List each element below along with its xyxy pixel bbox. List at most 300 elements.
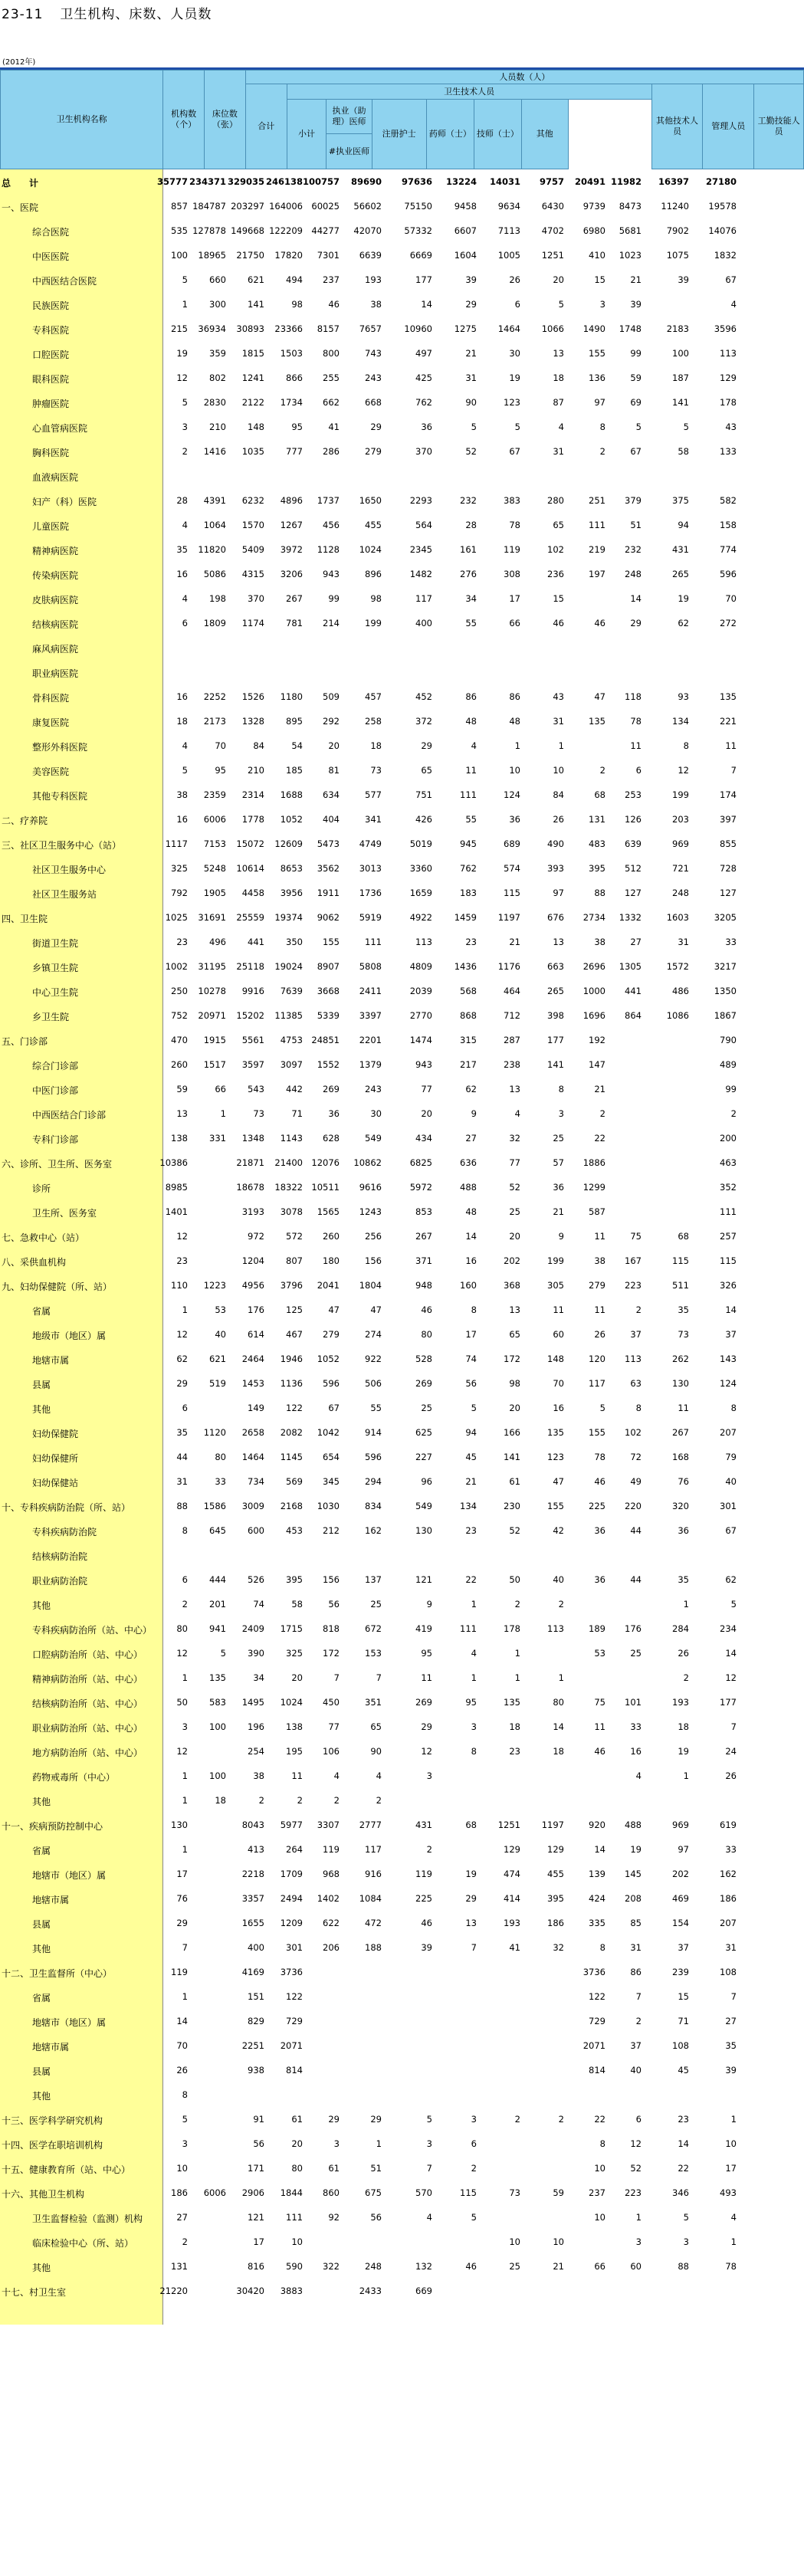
row-value: 56602: [353, 201, 382, 212]
row-value: 156: [323, 1574, 340, 1585]
row-value: 286: [323, 446, 340, 457]
row-value: 44277: [311, 225, 340, 236]
table-row: [0, 1813, 804, 1837]
row-value: 3357: [241, 1893, 264, 1904]
row-label: 口腔病防治所（站、中心）: [32, 1649, 143, 1660]
row-value: 943: [323, 569, 340, 579]
row-value: 16: [553, 1403, 564, 1413]
row-value: 12609: [274, 838, 303, 849]
row-value: 5919: [359, 912, 382, 923]
table-row: [0, 954, 804, 979]
row-value: 7: [730, 1721, 737, 1732]
row-value: 4: [426, 2212, 432, 2223]
row-value: 3596: [714, 323, 737, 334]
row-value: 11: [594, 1721, 605, 1732]
row-value: 31: [678, 937, 689, 947]
row-value: 76: [678, 1476, 689, 1487]
row-value: 3206: [280, 569, 303, 579]
row-value: 1305: [619, 961, 642, 972]
row-label: 妇幼保健所: [32, 1453, 79, 1464]
row-value: 6232: [241, 495, 264, 506]
header-management: 管理人员: [703, 84, 754, 169]
row-value: 5: [471, 2212, 477, 2223]
row-value: 265: [547, 986, 564, 996]
row-value: 72: [630, 1452, 642, 1462]
row-value: 260: [323, 1231, 340, 1242]
row-value: 30: [370, 1108, 382, 1119]
row-value: 38: [176, 789, 188, 800]
row-value: 1867: [714, 1010, 737, 1021]
table-row: [0, 464, 804, 488]
row-value: 395: [589, 863, 605, 874]
row-value: 29: [176, 1378, 188, 1389]
row-value: 76: [176, 1893, 188, 1904]
row-value: 52: [630, 2163, 642, 2174]
row-label: 精神病医院: [32, 546, 79, 556]
row-value: 519: [209, 1378, 226, 1389]
row-value: 248: [625, 569, 642, 579]
row-value: 2314: [241, 789, 264, 800]
row-value: 178: [504, 1623, 520, 1634]
row-value: 250: [171, 986, 188, 996]
row-value: 689: [504, 838, 520, 849]
row-value: 969: [672, 838, 689, 849]
row-value: 164006: [269, 201, 303, 212]
row-value: 265: [672, 569, 689, 579]
row-value: 1035: [241, 446, 264, 457]
row-value: 675: [365, 2187, 382, 2198]
row-value: 185: [286, 765, 303, 776]
row-value: 67: [328, 1403, 340, 1413]
row-value: 7: [182, 1942, 188, 1953]
row-value: 156: [365, 1255, 382, 1266]
row-value: 1: [471, 1672, 477, 1683]
row-value: 23: [176, 1255, 188, 1266]
row-value: 969: [672, 1820, 689, 1830]
header-technician: 技师（士）: [474, 100, 521, 169]
row-value: 1459: [454, 912, 477, 923]
row-value: 1052: [317, 1354, 340, 1364]
row-value: 100: [171, 250, 188, 261]
row-value: 176: [625, 1623, 642, 1634]
row-value: 4956: [241, 1280, 264, 1291]
row-value: 5409: [241, 544, 264, 555]
row-value: 3397: [359, 1010, 382, 1021]
row-value: 654: [323, 1452, 340, 1462]
row-value: 214: [323, 618, 340, 628]
row-value: 734: [248, 1476, 264, 1487]
row-label: 妇幼保健院: [32, 1429, 79, 1439]
row-value: 130: [672, 1378, 689, 1389]
row-value: 248: [672, 888, 689, 898]
row-value: 243: [365, 1084, 382, 1094]
row-value: 322: [323, 2261, 340, 2272]
row-value: 636: [460, 1157, 477, 1168]
row-value: 19: [176, 348, 188, 359]
row-value: 94: [678, 520, 689, 530]
row-value: 414: [504, 1893, 520, 1904]
row-value: 4702: [541, 225, 564, 236]
row-value: 130: [415, 1525, 432, 1536]
table-row: [0, 709, 804, 733]
row-label: 九、妇幼保健院（所、站）: [2, 1281, 113, 1292]
row-value: 13: [509, 1304, 520, 1315]
row-value: 5972: [409, 1182, 432, 1193]
row-value: 47: [594, 691, 605, 702]
row-value: 1: [182, 1672, 188, 1683]
row-value: 1030: [317, 1501, 340, 1511]
row-value: 10: [291, 2236, 303, 2247]
row-value: 426: [415, 814, 432, 825]
row-value: 29: [370, 2114, 382, 2125]
row-value: 1565: [317, 1206, 340, 1217]
row-value: 15: [553, 593, 564, 604]
row-value: 63: [630, 1378, 642, 1389]
row-value: 18: [553, 1746, 564, 1757]
row-label: 中心卫生院: [32, 987, 79, 998]
row-value: 1572: [666, 961, 689, 972]
row-value: 68: [465, 1820, 477, 1830]
row-value: 16: [465, 1255, 477, 1266]
row-value: 35: [176, 544, 188, 555]
row-value: 2: [730, 1108, 737, 1119]
row-value: 3: [182, 2138, 188, 2149]
row-value: 818: [323, 1623, 340, 1634]
row-value: 1024: [359, 544, 382, 555]
row-value: 855: [720, 838, 737, 849]
header-subtotal: 小计: [287, 100, 327, 169]
row-value: 512: [625, 863, 642, 874]
row-value: 141: [248, 299, 264, 310]
row-value: 1552: [317, 1059, 340, 1070]
row-value: 67: [509, 446, 520, 457]
row-value: 33: [630, 1721, 642, 1732]
row-value: 36: [509, 814, 520, 825]
row-value: 6607: [454, 225, 477, 236]
row-value: 8: [635, 1403, 642, 1413]
row-label: 卫生监督检验（监测）机构: [32, 2213, 143, 2224]
row-value: 5: [182, 397, 188, 408]
row-value: 230: [504, 1501, 520, 1511]
row-value: 21871: [236, 1157, 264, 1168]
row-value: 151: [248, 1991, 264, 2002]
row-value: 3: [182, 1721, 188, 1732]
row-value: 21: [553, 2261, 564, 2272]
row-value: 456: [323, 520, 340, 530]
row-value: 9634: [497, 201, 520, 212]
row-value: 20: [291, 1672, 303, 1683]
row-value: 33: [215, 1476, 226, 1487]
row-value: 3078: [280, 1206, 303, 1217]
row-value: 132: [415, 2261, 432, 2272]
row-value: 26: [678, 1648, 689, 1659]
table-row: [0, 684, 804, 709]
row-value: 455: [365, 520, 382, 530]
row-value: 55: [465, 618, 477, 628]
row-value: 3796: [280, 1280, 303, 1291]
row-value: 6669: [409, 250, 432, 261]
row-value: 78: [509, 520, 520, 530]
row-value: 1197: [541, 1820, 564, 1830]
row-value: 6: [182, 1403, 188, 1413]
row-value: 67: [725, 274, 737, 285]
row-value: 6006: [203, 814, 226, 825]
row-value: 15202: [236, 1010, 264, 1021]
row-label: 二、疗养院: [2, 815, 48, 826]
row-value: 251: [589, 495, 605, 506]
row-value: 171: [248, 2163, 264, 2174]
row-value: 56: [253, 2138, 264, 2149]
row-value: 1136: [280, 1378, 303, 1389]
row-value: 383: [504, 495, 520, 506]
row-value: 100: [672, 348, 689, 359]
row-value: 4: [514, 1108, 520, 1119]
row-value: 42: [553, 1525, 564, 1536]
row-label: 省属: [32, 1306, 51, 1317]
row-value: 11: [630, 740, 642, 751]
header-pharmacist: 药师（士）: [426, 100, 474, 169]
row-value: 59: [176, 1084, 188, 1094]
row-value: 220: [625, 1501, 642, 1511]
table-row: [0, 930, 804, 954]
row-value: 287: [504, 1035, 520, 1045]
row-label: 药物戒毒所（中心）: [32, 1772, 116, 1783]
row-value: 1: [635, 2212, 642, 2223]
row-value: 1: [558, 1672, 564, 1683]
row-value: 135: [547, 1427, 564, 1438]
row-value: 21: [594, 1084, 605, 1094]
row-value: 37: [725, 1329, 737, 1340]
row-value: 2183: [666, 323, 689, 334]
row-value: 7902: [666, 225, 689, 236]
row-value: 20: [553, 274, 564, 285]
row-value: 16: [176, 814, 188, 825]
row-value: 212: [323, 1525, 340, 1536]
row-value: 131: [589, 814, 605, 825]
row-value: 155: [589, 348, 605, 359]
row-value: 2: [514, 2114, 520, 2125]
row-label: 结核病医院: [32, 619, 79, 630]
row-value: 1243: [359, 1206, 382, 1217]
row-value: 39: [678, 274, 689, 285]
row-value: 40: [630, 2065, 642, 2076]
row-value: 18: [553, 372, 564, 383]
row-value: 2: [426, 1844, 432, 1855]
row-value: 1: [182, 1770, 188, 1781]
row-value: 20: [509, 1403, 520, 1413]
row-value: 1332: [619, 912, 642, 923]
row-value: 135: [504, 1697, 520, 1708]
row-value: 108: [720, 1967, 737, 1977]
row-value: 123: [504, 397, 520, 408]
row-value: 227: [415, 1452, 432, 1462]
row-value: 10614: [236, 863, 264, 874]
row-value: 62: [176, 1354, 188, 1364]
row-value: 195: [286, 1746, 303, 1757]
row-label: 五、门诊部: [2, 1036, 48, 1047]
row-value: 1: [558, 740, 564, 751]
row-label: 胸科医院: [32, 448, 70, 458]
row-value: 21: [509, 937, 520, 947]
row-value: 51: [630, 520, 642, 530]
row-value: 155: [547, 1501, 564, 1511]
row-value: 3736: [280, 1967, 303, 1977]
row-value: 111: [365, 937, 382, 947]
row-value: 2252: [203, 691, 226, 702]
row-value: 80: [291, 2163, 303, 2174]
row-value: 67: [630, 446, 642, 457]
row-value: 916: [365, 1869, 382, 1879]
row-value: 52: [509, 1182, 520, 1193]
row-value: 68: [594, 789, 605, 800]
table-row: [0, 1739, 804, 1764]
row-value: 117: [415, 593, 432, 604]
row-label: 专科疾病防治所（站、中心）: [32, 1625, 153, 1636]
row-value: 7639: [280, 986, 303, 996]
row-value: 46: [421, 1304, 432, 1315]
row-value: 3972: [280, 544, 303, 555]
row-value: 379: [625, 495, 642, 506]
row-value: 65: [509, 1329, 520, 1340]
row-value: 21400: [274, 1157, 303, 1168]
row-value: 95: [465, 1697, 477, 1708]
row-value: 2777: [359, 1820, 382, 1830]
row-value: 5: [471, 422, 477, 432]
row-value: 13: [465, 1918, 477, 1928]
row-value: 3956: [280, 888, 303, 898]
row-value: 1005: [497, 250, 520, 261]
row-value: 31: [553, 446, 564, 457]
row-value: 663: [547, 961, 564, 972]
row-value: 20: [421, 1108, 432, 1119]
row-value: 29: [421, 1721, 432, 1732]
row-label: 专科医院: [32, 325, 70, 336]
row-value: 752: [171, 1010, 188, 1021]
row-label: 整形外科医院: [32, 742, 88, 753]
row-value: 21220: [159, 2286, 188, 2296]
row-label: 十四、医学在职培训机构: [2, 2140, 103, 2151]
row-value: 31: [725, 1942, 737, 1953]
row-value: 26: [725, 1770, 737, 1781]
row-label: 结核病防治所（站、中心）: [32, 1698, 143, 1709]
row-value: 137: [365, 1574, 382, 1585]
row-value: 9: [558, 1231, 564, 1242]
row-label: 妇幼保健站: [32, 1478, 79, 1488]
row-value: 148: [547, 1354, 564, 1364]
row-value: 2: [182, 446, 188, 457]
row-value: 2: [683, 1672, 689, 1683]
row-value: 153: [365, 1648, 382, 1659]
row-value: 9: [471, 1108, 477, 1119]
row-label: 综合门诊部: [32, 1061, 79, 1071]
row-value: 5681: [619, 225, 642, 236]
row-value: 81: [328, 765, 340, 776]
row-value: 914: [365, 1427, 382, 1438]
row-value: 472: [365, 1918, 382, 1928]
row-value: 36: [594, 1574, 605, 1585]
row-value: 37: [630, 1329, 642, 1340]
row-label: 中西医结合门诊部: [32, 1110, 107, 1121]
table-row: [0, 1224, 804, 1249]
row-label: 眼科医院: [32, 374, 70, 385]
row-value: 457: [365, 691, 382, 702]
row-value: 17: [509, 593, 520, 604]
row-value: 5: [514, 422, 520, 432]
row-value: 219: [589, 544, 605, 555]
row-value: 158: [720, 520, 737, 530]
row-value: 7113: [497, 225, 520, 236]
row-value: 860: [323, 2187, 340, 2198]
table-row: [0, 856, 804, 881]
row-value: 1128: [317, 544, 340, 555]
row-value: 77: [421, 1084, 432, 1094]
row-value: 596: [720, 569, 737, 579]
row-value: 111: [286, 2212, 303, 2223]
row-value: 729: [286, 2016, 303, 2026]
row-value: 5339: [317, 1010, 340, 1021]
row-value: 119: [323, 1844, 340, 1855]
row-value: 442: [286, 1084, 303, 1094]
row-value: 269: [415, 1378, 432, 1389]
row-value: 6: [471, 2138, 477, 2149]
row-value: 84: [253, 740, 264, 751]
row-value: 207: [720, 1427, 737, 1438]
row-value: 108: [672, 2040, 689, 2051]
row-value: 18965: [198, 250, 226, 261]
row-value: 1503: [280, 348, 303, 359]
row-value: 3668: [317, 986, 340, 996]
row-value: 129: [720, 372, 737, 383]
row-value: 25: [370, 1599, 382, 1610]
table-row: [0, 635, 804, 660]
row-value: 5248: [203, 863, 226, 874]
row-value: 31: [176, 1476, 188, 1487]
row-value: 400: [415, 618, 432, 628]
row-value: 294: [365, 1476, 382, 1487]
row-value: 115: [672, 1255, 689, 1266]
row-value: 2770: [409, 1010, 432, 1021]
table-row: [0, 267, 804, 292]
row-value: 660: [209, 274, 226, 285]
row-value: 106: [323, 1746, 340, 1757]
row-value: 1145: [280, 1452, 303, 1462]
row-value: 948: [415, 1280, 432, 1291]
row-label: 七、急救中心（站）: [2, 1232, 85, 1243]
row-value: 122209: [269, 225, 303, 236]
row-value: 41: [328, 422, 340, 432]
row-value: 267: [415, 1231, 432, 1242]
row-value: 301: [286, 1942, 303, 1953]
row-value: 27180: [705, 176, 737, 187]
row-value: 74: [465, 1354, 477, 1364]
row-value: 31691: [198, 912, 226, 923]
row-value: 36934: [198, 323, 226, 334]
row-value: 8: [599, 2138, 605, 2149]
row-value: 141: [547, 1059, 564, 1070]
row-value: 257: [720, 1231, 737, 1242]
row-value: 564: [415, 520, 432, 530]
row-value: 125: [286, 1304, 303, 1315]
row-value: 490: [547, 838, 564, 849]
row-value: 21: [630, 274, 642, 285]
row-label: 省属: [32, 1846, 51, 1856]
row-value: 4: [182, 593, 188, 604]
row-value: 234: [720, 1623, 737, 1634]
row-value: 1748: [619, 323, 642, 334]
row-value: 18: [678, 1721, 689, 1732]
row-value: 36: [328, 1108, 340, 1119]
row-value: 178: [720, 397, 737, 408]
